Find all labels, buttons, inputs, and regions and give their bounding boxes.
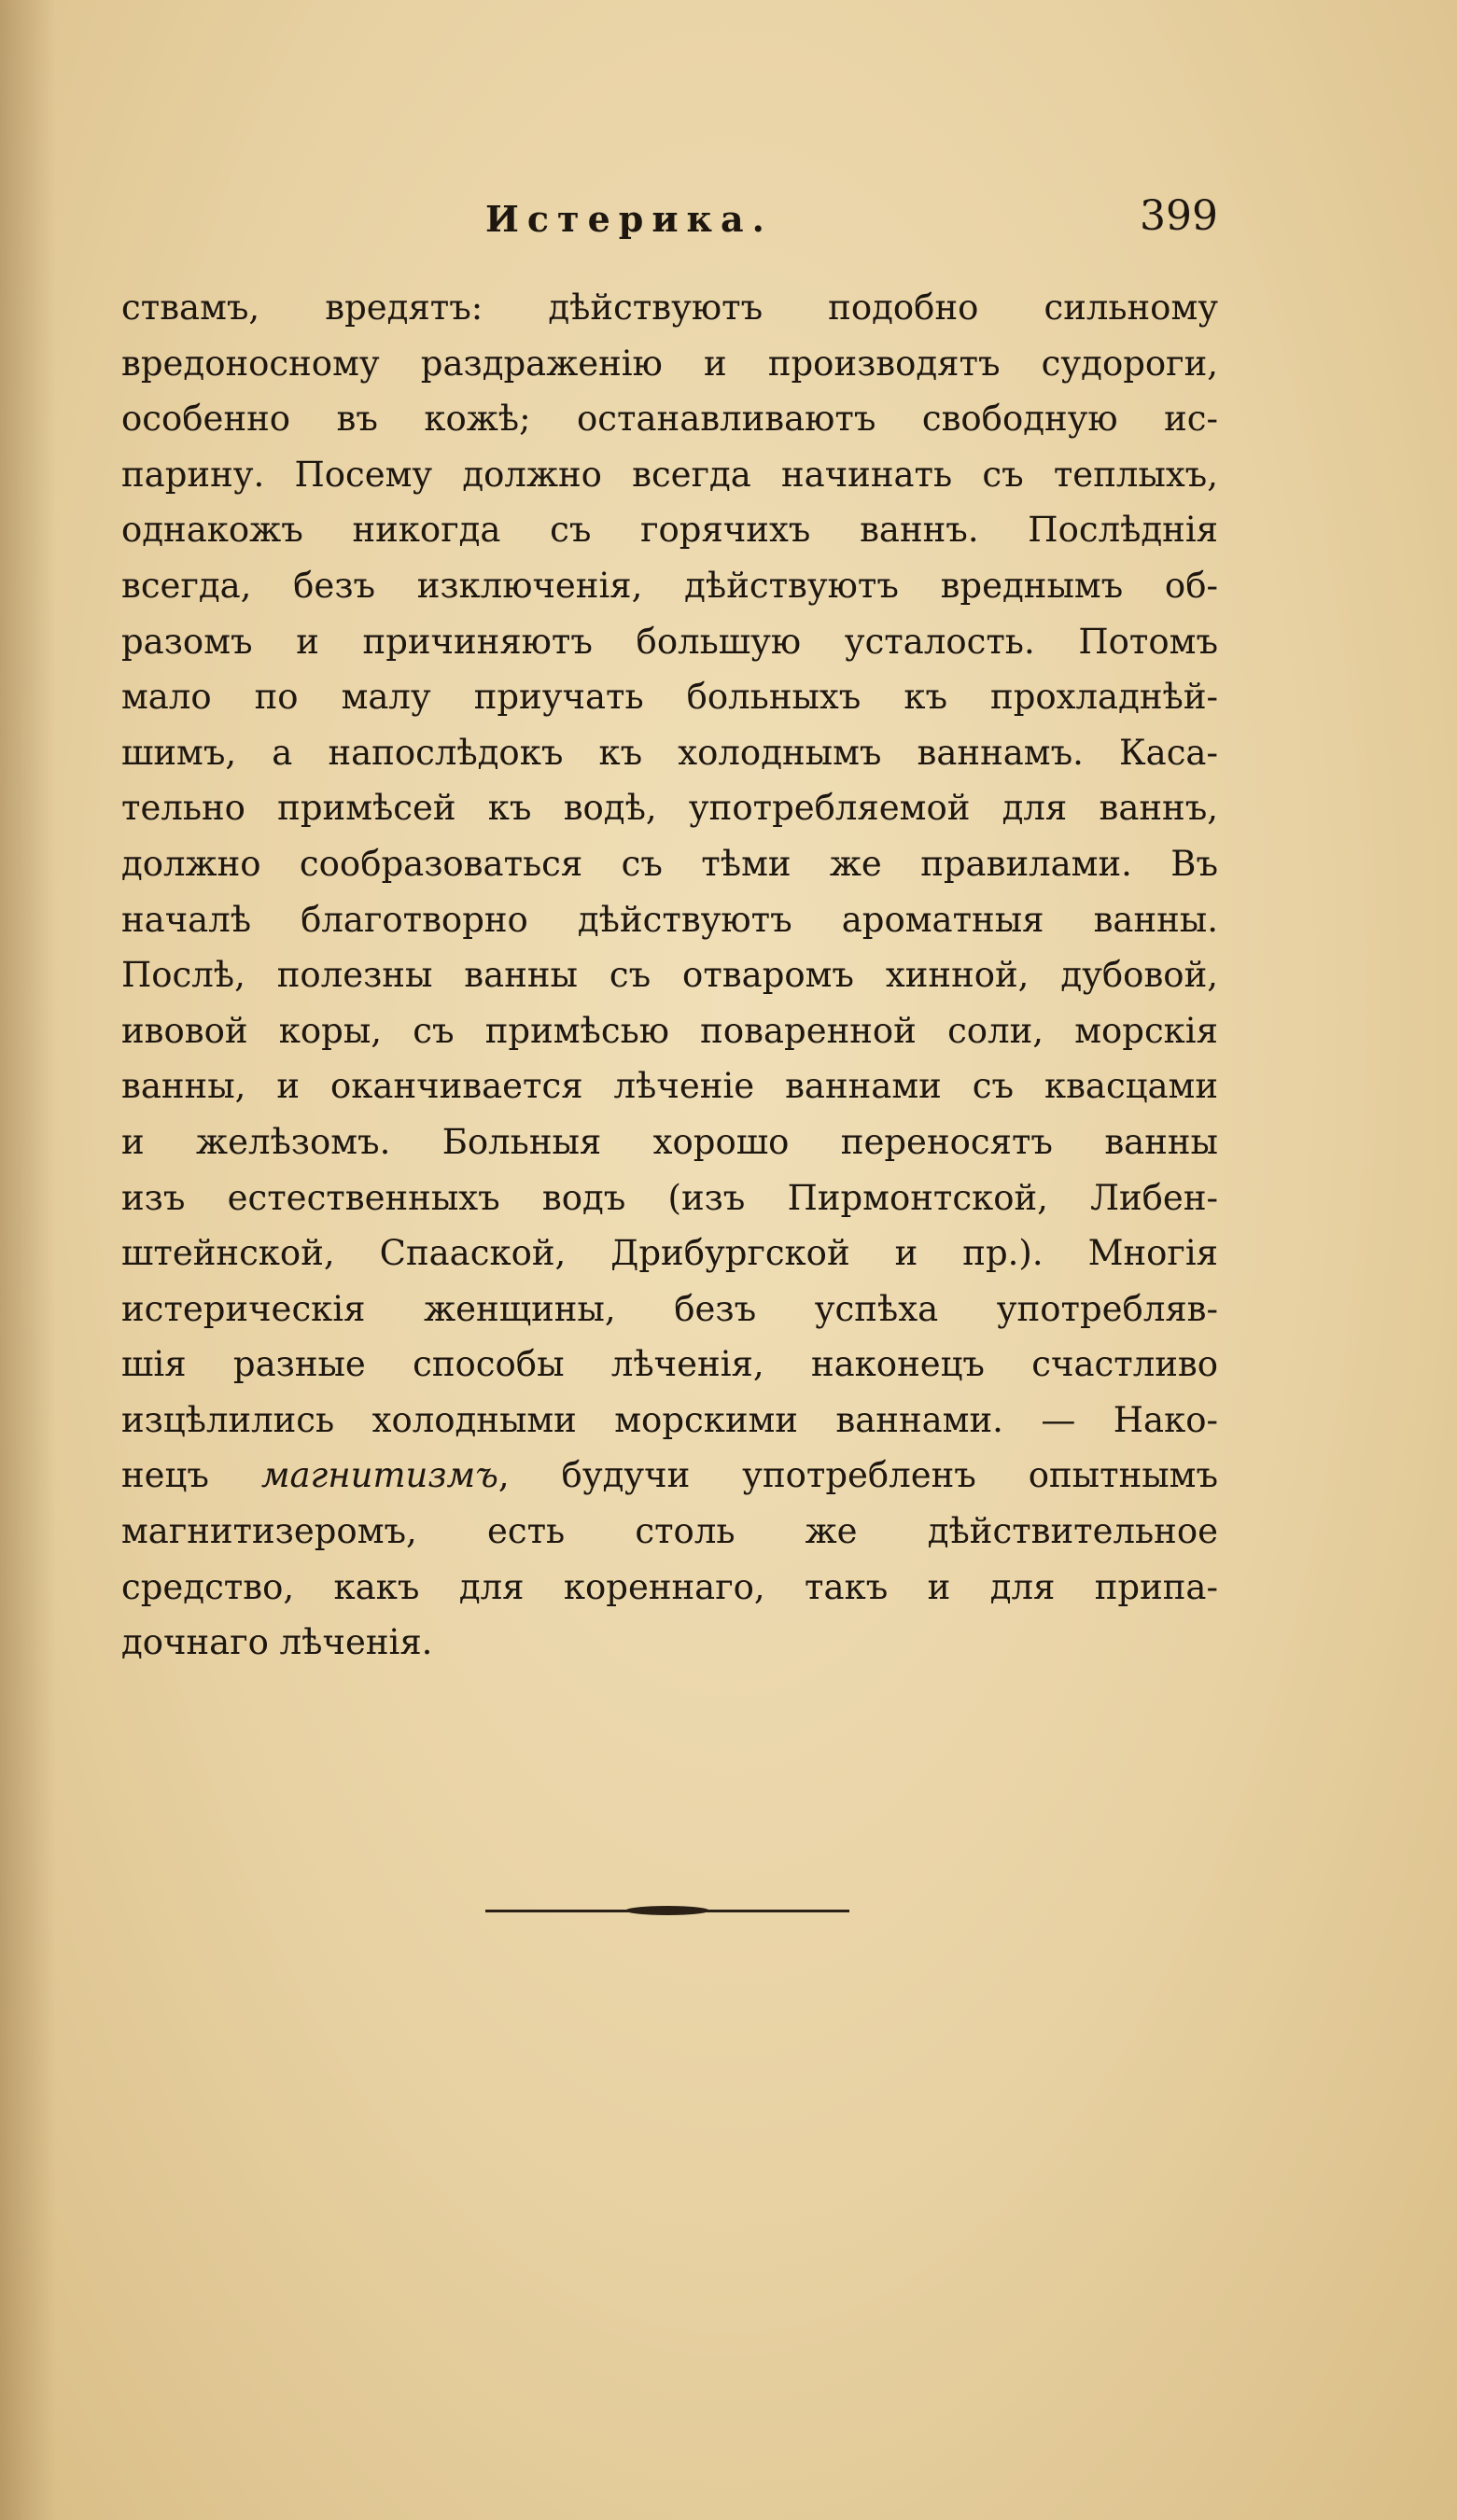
- body-text: [121, 280, 1218, 1671]
- running-title: Истерика.: [485, 198, 773, 240]
- text-line: должно сообразоваться съ тѣми же правилами. Въ: [121, 843, 1218, 884]
- text-line: тельно примѣсей къ водѣ, употребляемой для ваннъ,: [121, 788, 1218, 829]
- text-line: шимъ, а напослѣдокъ къ холоднымъ ваннамъ. Каса-: [121, 732, 1218, 773]
- text-line: ванны, и оканчивается лѣченіе ваннами съ квасцами: [121, 1066, 1218, 1107]
- text-line: и желѣзомъ. Больныя хорошо переносятъ ванны: [121, 1121, 1218, 1162]
- text-segment: , будучи употребленъ опытнымъ: [497, 1455, 1218, 1496]
- italic-term: магнитизмъ: [260, 1455, 498, 1496]
- text-line: магнитизеромъ, есть столь же дѣйствительное: [121, 1511, 1218, 1552]
- end-ornament-rule: [485, 1904, 849, 1917]
- text-line: шія разные способы лѣченія, наконецъ счастливо: [121, 1344, 1218, 1385]
- text-line: мало по малу приучать больныхъ къ прохладнѣй-: [121, 677, 1218, 718]
- text-line: истерическія женщины, безъ успѣха употребляв-: [121, 1288, 1218, 1329]
- text-segment: нецъ: [121, 1455, 209, 1496]
- text-line: средство, какъ для кореннаго, такъ и для припа-: [121, 1566, 1218, 1607]
- text-line: парину. Посему должно всегда начинать съ теплыхъ,: [121, 454, 1218, 495]
- text-line-last: дочнаго лѣченія.: [121, 1622, 433, 1663]
- text-line: Послѣ, полезны ванны съ отваромъ хинной, дубовой,: [121, 955, 1218, 996]
- text-line: ивовой коры, съ примѣсью поваренной соли, морскія: [121, 1010, 1218, 1051]
- spine-shadow: [0, 0, 56, 2520]
- text-line: особенно въ кожѣ; останавливаютъ свободную ис-: [121, 399, 1218, 440]
- running-head: [121, 192, 1218, 254]
- text-line: штейнской, Спааской, Дрибургской и пр.). Многія: [121, 1233, 1218, 1274]
- text-line: всегда, безъ изключенія, дѣйствуютъ вреднымъ об-: [121, 565, 1218, 606]
- text-line-with-italic: [121, 1448, 1218, 1504]
- text-line: началѣ благотворно дѣйствуютъ ароматныя ванны.: [121, 899, 1218, 940]
- text-line: разомъ и причиняютъ большую усталость. Потомъ: [121, 621, 1218, 662]
- text-line: изцѣлились холодными морскими ваннами. — Нако-: [121, 1399, 1218, 1440]
- text-line: изъ естественныхъ водъ (изъ Пирмонтской, Либен-: [121, 1177, 1218, 1218]
- rule-swell: [625, 1906, 709, 1915]
- page-number: 399: [1140, 192, 1218, 240]
- text-line: ствамъ, вредятъ: дѣйствуютъ подобно сильному: [121, 287, 1218, 328]
- text-line: вредоносному раздраженiю и производятъ судороги,: [121, 343, 1218, 384]
- text-line: однакожъ никогда съ горячихъ ваннъ. Послѣднія: [121, 510, 1218, 551]
